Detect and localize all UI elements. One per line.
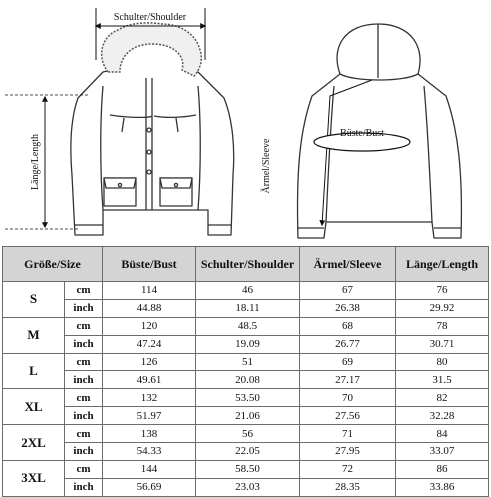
length-label: Länge/Length (30, 133, 41, 191)
table-row (3, 389, 489, 407)
shoulder-value: 48.5 (196, 317, 300, 335)
table-row (3, 478, 489, 496)
shoulder-value: 23.03 (196, 478, 300, 496)
length-value: 33.86 (396, 478, 489, 496)
unit-label: cm (65, 425, 103, 443)
unit-label: inch (65, 478, 103, 496)
length-value: 86 (396, 460, 489, 478)
shoulder-value: 22.05 (196, 443, 300, 461)
jacket-illustration (0, 0, 491, 245)
sleeve-value: 28.35 (300, 478, 396, 496)
unit-label: cm (65, 353, 103, 371)
bust-value: 44.88 (103, 299, 196, 317)
bust-value: 56.69 (103, 478, 196, 496)
length-value: 84 (396, 425, 489, 443)
table-row (3, 407, 489, 425)
table-row (3, 425, 489, 443)
unit-label: inch (65, 335, 103, 353)
bust-value: 114 (103, 282, 196, 300)
jacket-front-drawing (71, 23, 234, 235)
unit-label: cm (65, 282, 103, 300)
shoulder-label: Schulter/Shoulder (113, 12, 187, 23)
sleeve-value: 70 (300, 389, 396, 407)
bust-value: 120 (103, 317, 196, 335)
unit-label: cm (65, 460, 103, 478)
size-label: S (3, 282, 65, 318)
sleeve-value: 26.38 (300, 299, 396, 317)
sleeve-label: Ärmel/Sleeve (261, 138, 272, 194)
table-row (3, 371, 489, 389)
shoulder-value: 18.11 (196, 299, 300, 317)
unit-label: cm (65, 389, 103, 407)
bust-label: Büste/Bust (340, 128, 384, 139)
table-row (3, 460, 489, 478)
length-value: 29.92 (396, 299, 489, 317)
sleeve-value: 72 (300, 460, 396, 478)
unit-label: inch (65, 299, 103, 317)
length-value: 30.71 (396, 335, 489, 353)
size-label: 2XL (3, 425, 65, 461)
sleeve-value: 26.77 (300, 335, 396, 353)
unit-label: inch (65, 407, 103, 425)
sleeve-value: 27.95 (300, 443, 396, 461)
bust-value: 54.33 (103, 443, 196, 461)
header-length: Länge/Length (396, 247, 489, 282)
sleeve-value: 68 (300, 317, 396, 335)
sleeve-value: 27.17 (300, 371, 396, 389)
bust-value: 126 (103, 353, 196, 371)
header-sleeve: Ärmel/Sleeve (300, 247, 396, 282)
length-value: 76 (396, 282, 489, 300)
size-label: M (3, 317, 65, 353)
table-row (3, 353, 489, 371)
sleeve-value: 27.56 (300, 407, 396, 425)
shoulder-value: 20.08 (196, 371, 300, 389)
length-value: 82 (396, 389, 489, 407)
length-value: 78 (396, 317, 489, 335)
bust-value: 132 (103, 389, 196, 407)
length-value: 31.5 (396, 371, 489, 389)
sleeve-value: 69 (300, 353, 396, 371)
shoulder-value: 51 (196, 353, 300, 371)
table-row (3, 282, 489, 300)
size-chart-table (2, 246, 489, 497)
size-label: XL (3, 389, 65, 425)
bust-value: 49.61 (103, 371, 196, 389)
unit-label: cm (65, 317, 103, 335)
length-value: 80 (396, 353, 489, 371)
unit-label: inch (65, 443, 103, 461)
bust-value: 51.97 (103, 407, 196, 425)
header-bust: Büste/Bust (103, 247, 196, 282)
sleeve-value: 71 (300, 425, 396, 443)
header-size: Größe/Size (3, 247, 103, 282)
table-row (3, 335, 489, 353)
shoulder-value: 19.09 (196, 335, 300, 353)
header-shoulder: Schulter/Shoulder (196, 247, 300, 282)
unit-label: inch (65, 371, 103, 389)
sleeve-value: 67 (300, 282, 396, 300)
bust-value: 138 (103, 425, 196, 443)
table-row (3, 317, 489, 335)
length-value: 33.07 (396, 443, 489, 461)
bust-value: 47.24 (103, 335, 196, 353)
size-label: 3XL (3, 460, 65, 496)
table-row (3, 299, 489, 317)
shoulder-value: 58.50 (196, 460, 300, 478)
size-label: L (3, 353, 65, 389)
shoulder-value: 56 (196, 425, 300, 443)
shoulder-value: 21.06 (196, 407, 300, 425)
bust-value: 144 (103, 460, 196, 478)
table-row (3, 443, 489, 461)
table-header-row (3, 247, 489, 282)
length-value: 32.28 (396, 407, 489, 425)
shoulder-value: 46 (196, 282, 300, 300)
shoulder-value: 53.50 (196, 389, 300, 407)
